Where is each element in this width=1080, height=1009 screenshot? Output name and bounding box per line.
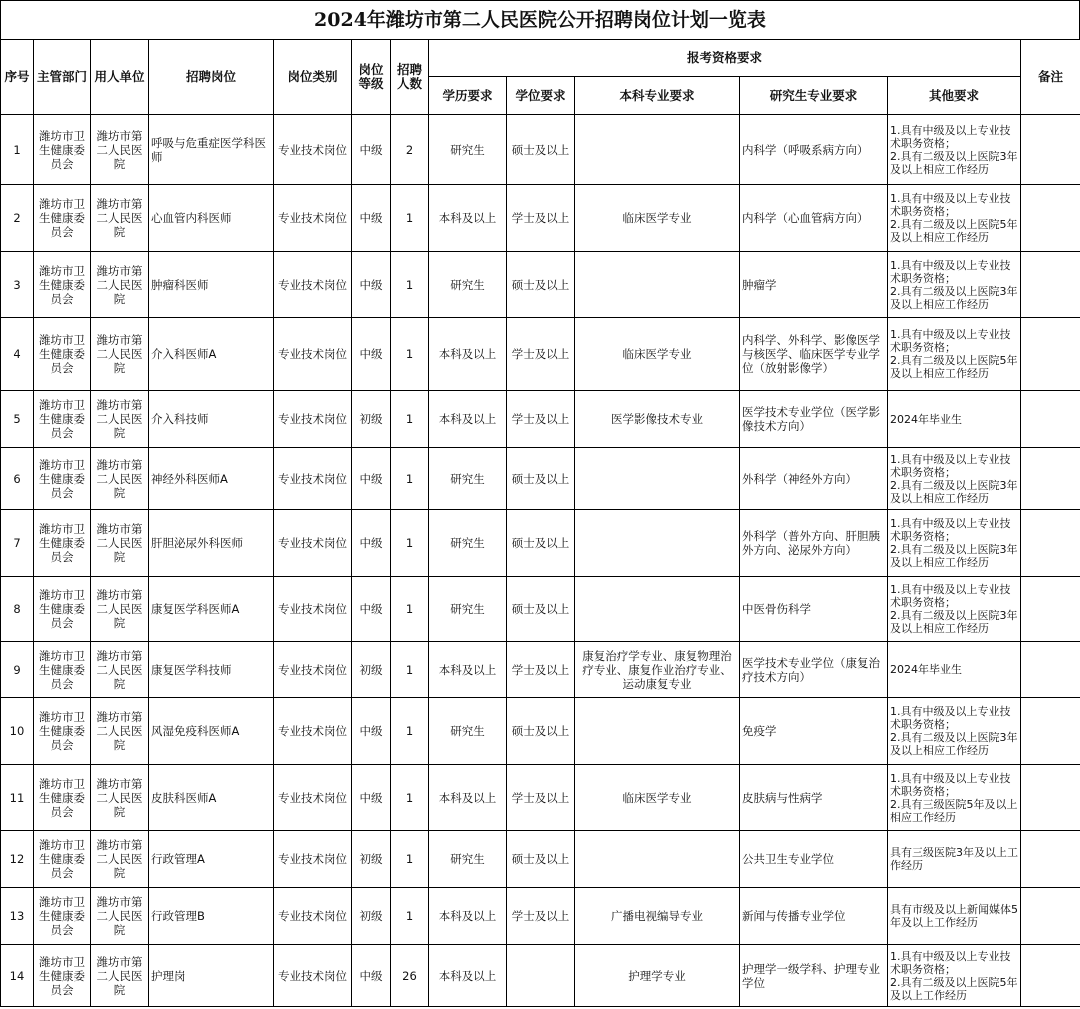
row-position: 介入科技师 xyxy=(149,391,274,448)
header-grad-major: 研究生专业要求 xyxy=(740,77,888,115)
row-unit: 潍坊市第二人民医院 xyxy=(91,510,149,577)
row-degree: 硕士及以上 xyxy=(507,448,575,510)
row-undergrad-major: 临床医学专业 xyxy=(575,765,740,831)
row-level: 中级 xyxy=(352,577,391,642)
row-seq: 8 xyxy=(1,577,34,642)
row-unit: 潍坊市第二人民医院 xyxy=(91,252,149,318)
header-position: 招聘岗位 xyxy=(149,40,274,115)
row-count: 1 xyxy=(391,831,429,888)
row-unit: 潍坊市第二人民医院 xyxy=(91,642,149,698)
row-count: 1 xyxy=(391,765,429,831)
row-level: 中级 xyxy=(352,252,391,318)
row-position: 康复医学科医师A xyxy=(149,577,274,642)
row-undergrad-major: 康复治疗学专业、康复物理治疗专业、康复作业治疗专业、运动康复专业 xyxy=(575,642,740,698)
row-seq: 6 xyxy=(1,448,34,510)
row-education: 研究生 xyxy=(429,510,507,577)
row-grad-major: 皮肤病与性病学 xyxy=(740,765,888,831)
table-row xyxy=(1,945,1080,1007)
row-dept: 潍坊市卫生健康委员会 xyxy=(34,510,91,577)
row-education: 本科及以上 xyxy=(429,185,507,252)
row-undergrad-major: 临床医学专业 xyxy=(575,185,740,252)
row-position: 康复医学科技师 xyxy=(149,642,274,698)
row-grad-major: 免疫学 xyxy=(740,698,888,765)
row-remark xyxy=(1021,698,1080,765)
row-grad-major: 外科学（普外方向、肝胆胰外方向、泌尿外方向） xyxy=(740,510,888,577)
row-position: 心血管内科医师 xyxy=(149,185,274,252)
row-remark xyxy=(1021,831,1080,888)
row-grad-major: 医学技术专业学位（医学影像技术方向） xyxy=(740,391,888,448)
table-row xyxy=(1,185,1080,252)
row-other: 具有三级医院3年及以上工作经历 xyxy=(888,831,1021,888)
row-undergrad-major xyxy=(575,577,740,642)
row-count: 1 xyxy=(391,577,429,642)
row-count: 1 xyxy=(391,185,429,252)
row-remark xyxy=(1021,185,1080,252)
row-category: 专业技术岗位 xyxy=(274,391,352,448)
row-undergrad-major xyxy=(575,252,740,318)
row-level: 中级 xyxy=(352,945,391,1007)
row-unit: 潍坊市第二人民医院 xyxy=(91,115,149,185)
row-level: 初级 xyxy=(352,831,391,888)
row-level: 中级 xyxy=(352,448,391,510)
row-remark xyxy=(1021,945,1080,1007)
row-seq: 5 xyxy=(1,391,34,448)
row-level: 初级 xyxy=(352,642,391,698)
header-degree: 学位要求 xyxy=(507,77,575,115)
row-undergrad-major xyxy=(575,698,740,765)
row-count: 1 xyxy=(391,448,429,510)
table-row xyxy=(1,831,1080,888)
row-remark xyxy=(1021,448,1080,510)
row-unit: 潍坊市第二人民医院 xyxy=(91,318,149,391)
row-degree: 硕士及以上 xyxy=(507,252,575,318)
table-row xyxy=(1,510,1080,577)
row-undergrad-major xyxy=(575,448,740,510)
row-degree: 硕士及以上 xyxy=(507,698,575,765)
row-grad-major: 内科学（心血管病方向） xyxy=(740,185,888,252)
row-other: 2024年毕业生 xyxy=(888,391,1021,448)
row-dept: 潍坊市卫生健康委员会 xyxy=(34,698,91,765)
row-grad-major: 中医骨伤科学 xyxy=(740,577,888,642)
row-other: 1.具有中级及以上专业技术职务资格； 2.具有二级及以上医院3年及以上相应工作经历 xyxy=(888,698,1021,765)
row-level: 中级 xyxy=(352,318,391,391)
row-undergrad-major: 临床医学专业 xyxy=(575,318,740,391)
row-unit: 潍坊市第二人民医院 xyxy=(91,185,149,252)
row-grad-major: 内科学（呼吸系病方向） xyxy=(740,115,888,185)
row-degree: 硕士及以上 xyxy=(507,577,575,642)
row-unit: 潍坊市第二人民医院 xyxy=(91,945,149,1007)
row-category: 专业技术岗位 xyxy=(274,888,352,945)
row-other: 1.具有中级及以上专业技术职务资格； 2.具有二级及以上医院5年及以上相应工作经历 xyxy=(888,185,1021,252)
row-category: 专业技术岗位 xyxy=(274,698,352,765)
row-seq: 1 xyxy=(1,115,34,185)
table-row xyxy=(1,391,1080,448)
row-seq: 14 xyxy=(1,945,34,1007)
row-dept: 潍坊市卫生健康委员会 xyxy=(34,945,91,1007)
row-count: 1 xyxy=(391,252,429,318)
row-unit: 潍坊市第二人民医院 xyxy=(91,698,149,765)
row-grad-major: 内科学、外科学、影像医学与核医学、临床医学专业学位（放射影像学） xyxy=(740,318,888,391)
row-category: 专业技术岗位 xyxy=(274,577,352,642)
row-undergrad-major xyxy=(575,510,740,577)
row-degree: 硕士及以上 xyxy=(507,510,575,577)
row-unit: 潍坊市第二人民医院 xyxy=(91,391,149,448)
row-other: 1.具有中级及以上专业技术职务资格； 2.具有二级及以上医院3年及以上相应工作经历 xyxy=(888,577,1021,642)
row-other: 1.具有中级及以上专业技术职务资格； 2.具有二级及以上医院3年及以上相应工作经历 xyxy=(888,448,1021,510)
row-level: 初级 xyxy=(352,888,391,945)
row-grad-major: 新闻与传播专业学位 xyxy=(740,888,888,945)
row-education: 本科及以上 xyxy=(429,765,507,831)
row-position: 行政管理B xyxy=(149,888,274,945)
row-count: 1 xyxy=(391,510,429,577)
header-requirements: 报考资格要求 xyxy=(429,40,1021,77)
table-row xyxy=(1,698,1080,765)
row-count: 26 xyxy=(391,945,429,1007)
row-category: 专业技术岗位 xyxy=(274,831,352,888)
row-other: 2024年毕业生 xyxy=(888,642,1021,698)
row-grad-major: 肿瘤学 xyxy=(740,252,888,318)
row-degree: 学士及以上 xyxy=(507,888,575,945)
row-degree xyxy=(507,945,575,1007)
row-other: 1.具有中级及以上专业技术职务资格； 2.具有二级及以上医院5年及以上工作经历 xyxy=(888,945,1021,1007)
table-body xyxy=(1,115,1080,1007)
row-seq: 10 xyxy=(1,698,34,765)
row-category: 专业技术岗位 xyxy=(274,252,352,318)
row-dept: 潍坊市卫生健康委员会 xyxy=(34,252,91,318)
table-row xyxy=(1,115,1080,185)
row-degree: 学士及以上 xyxy=(507,391,575,448)
row-level: 中级 xyxy=(352,185,391,252)
row-level: 中级 xyxy=(352,698,391,765)
row-remark xyxy=(1021,510,1080,577)
row-remark xyxy=(1021,888,1080,945)
row-other: 具有市级及以上新闻媒体5年及以上工作经历 xyxy=(888,888,1021,945)
row-seq: 7 xyxy=(1,510,34,577)
row-category: 专业技术岗位 xyxy=(274,318,352,391)
row-category: 专业技术岗位 xyxy=(274,115,352,185)
row-dept: 潍坊市卫生健康委员会 xyxy=(34,577,91,642)
row-undergrad-major: 护理学专业 xyxy=(575,945,740,1007)
header-education: 学历要求 xyxy=(429,77,507,115)
row-unit: 潍坊市第二人民医院 xyxy=(91,888,149,945)
row-other: 1.具有中级及以上专业技术职务资格； 2.具有二级及以上医院3年及以上相应工作经历 xyxy=(888,510,1021,577)
row-degree: 学士及以上 xyxy=(507,185,575,252)
row-position: 护理岗 xyxy=(149,945,274,1007)
row-position: 肝胆泌尿外科医师 xyxy=(149,510,274,577)
row-category: 专业技术岗位 xyxy=(274,642,352,698)
row-undergrad-major: 医学影像技术专业 xyxy=(575,391,740,448)
row-degree: 学士及以上 xyxy=(507,642,575,698)
row-education: 研究生 xyxy=(429,698,507,765)
table-row xyxy=(1,318,1080,391)
row-dept: 潍坊市卫生健康委员会 xyxy=(34,831,91,888)
row-degree: 学士及以上 xyxy=(507,765,575,831)
row-remark xyxy=(1021,318,1080,391)
row-dept: 潍坊市卫生健康委员会 xyxy=(34,391,91,448)
header-category: 岗位类别 xyxy=(274,40,352,115)
row-dept: 潍坊市卫生健康委员会 xyxy=(34,888,91,945)
row-education: 本科及以上 xyxy=(429,318,507,391)
row-seq: 3 xyxy=(1,252,34,318)
header-dept: 主管部门 xyxy=(34,40,91,115)
header-seq: 序号 xyxy=(1,40,34,115)
row-education: 研究生 xyxy=(429,115,507,185)
row-count: 1 xyxy=(391,888,429,945)
row-education: 本科及以上 xyxy=(429,888,507,945)
row-remark xyxy=(1021,391,1080,448)
row-unit: 潍坊市第二人民医院 xyxy=(91,765,149,831)
row-grad-major: 外科学（神经外方向） xyxy=(740,448,888,510)
row-dept: 潍坊市卫生健康委员会 xyxy=(34,765,91,831)
row-dept: 潍坊市卫生健康委员会 xyxy=(34,448,91,510)
row-remark xyxy=(1021,765,1080,831)
row-undergrad-major xyxy=(575,831,740,888)
row-count: 1 xyxy=(391,391,429,448)
row-position: 介入科医师A xyxy=(149,318,274,391)
row-position: 神经外科医师A xyxy=(149,448,274,510)
row-remark xyxy=(1021,642,1080,698)
row-position: 风湿免疫科医师A xyxy=(149,698,274,765)
row-education: 本科及以上 xyxy=(429,642,507,698)
row-degree: 硕士及以上 xyxy=(507,115,575,185)
row-education: 研究生 xyxy=(429,577,507,642)
table-row xyxy=(1,765,1080,831)
row-degree: 硕士及以上 xyxy=(507,831,575,888)
row-other: 1.具有中级及以上专业技术职务资格； 2.具有二级及以上医院3年及以上相应工作经历 xyxy=(888,252,1021,318)
row-education: 研究生 xyxy=(429,252,507,318)
header-count: 招聘人数 xyxy=(391,40,429,115)
row-other: 1.具有中级及以上专业技术职务资格； 2.具有二级及以上医院3年及以上相应工作经历 xyxy=(888,115,1021,185)
row-category: 专业技术岗位 xyxy=(274,765,352,831)
row-grad-major: 公共卫生专业学位 xyxy=(740,831,888,888)
row-remark xyxy=(1021,252,1080,318)
recruitment-table xyxy=(0,39,1080,1007)
row-category: 专业技术岗位 xyxy=(274,510,352,577)
row-count: 1 xyxy=(391,642,429,698)
table-row xyxy=(1,252,1080,318)
row-education: 本科及以上 xyxy=(429,945,507,1007)
row-position: 行政管理A xyxy=(149,831,274,888)
row-seq: 9 xyxy=(1,642,34,698)
row-count: 2 xyxy=(391,115,429,185)
row-level: 中级 xyxy=(352,510,391,577)
row-education: 研究生 xyxy=(429,831,507,888)
row-dept: 潍坊市卫生健康委员会 xyxy=(34,115,91,185)
row-position: 皮肤科医师A xyxy=(149,765,274,831)
row-education: 本科及以上 xyxy=(429,391,507,448)
header-remark: 备注 xyxy=(1021,40,1080,115)
row-seq: 4 xyxy=(1,318,34,391)
row-undergrad-major: 广播电视编导专业 xyxy=(575,888,740,945)
table-row xyxy=(1,448,1080,510)
row-education: 研究生 xyxy=(429,448,507,510)
row-other: 1.具有中级及以上专业技术职务资格； 2.具有二级及以上医院5年及以上相应工作经历 xyxy=(888,318,1021,391)
row-dept: 潍坊市卫生健康委员会 xyxy=(34,318,91,391)
row-category: 专业技术岗位 xyxy=(274,448,352,510)
row-seq: 11 xyxy=(1,765,34,831)
table-header xyxy=(1,40,1080,115)
row-remark xyxy=(1021,577,1080,642)
table-row xyxy=(1,577,1080,642)
header-level: 岗位等级 xyxy=(352,40,391,115)
row-level: 初级 xyxy=(352,391,391,448)
row-remark xyxy=(1021,115,1080,185)
header-undergrad-major: 本科专业要求 xyxy=(575,77,740,115)
row-grad-major: 护理学一级学科、护理专业学位 xyxy=(740,945,888,1007)
row-category: 专业技术岗位 xyxy=(274,185,352,252)
row-level: 中级 xyxy=(352,765,391,831)
row-seq: 12 xyxy=(1,831,34,888)
row-unit: 潍坊市第二人民医院 xyxy=(91,831,149,888)
row-position: 肿瘤科医师 xyxy=(149,252,274,318)
row-unit: 潍坊市第二人民医院 xyxy=(91,577,149,642)
row-dept: 潍坊市卫生健康委员会 xyxy=(34,642,91,698)
row-count: 1 xyxy=(391,698,429,765)
row-unit: 潍坊市第二人民医院 xyxy=(91,448,149,510)
row-seq: 2 xyxy=(1,185,34,252)
row-degree: 学士及以上 xyxy=(507,318,575,391)
row-seq: 13 xyxy=(1,888,34,945)
row-other: 1.具有中级及以上专业技术职务资格； 2.具有三级医院5年及以上相应工作经历 xyxy=(888,765,1021,831)
row-count: 1 xyxy=(391,318,429,391)
table-row xyxy=(1,642,1080,698)
row-category: 专业技术岗位 xyxy=(274,945,352,1007)
row-grad-major: 医学技术专业学位（康复治疗技术方向） xyxy=(740,642,888,698)
header-unit: 用人单位 xyxy=(91,40,149,115)
sheet-title: 2024年潍坊市第二人民医院公开招聘岗位计划一览表 xyxy=(0,0,1080,39)
row-undergrad-major xyxy=(575,115,740,185)
header-other: 其他要求 xyxy=(888,77,1021,115)
row-dept: 潍坊市卫生健康委员会 xyxy=(34,185,91,252)
table-row xyxy=(1,888,1080,945)
row-level: 中级 xyxy=(352,115,391,185)
row-position: 呼吸与危重症医学科医师 xyxy=(149,115,274,185)
